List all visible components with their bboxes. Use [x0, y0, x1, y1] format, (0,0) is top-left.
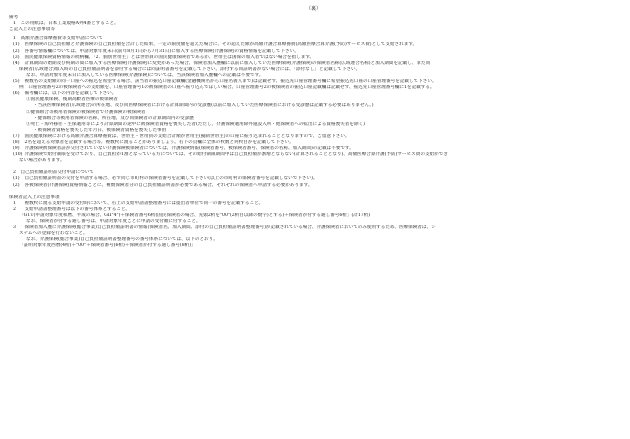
bikou-item-1: 1 この用紙は、日本工業規格A列4番とすること。 — [13, 21, 119, 27]
insurer-note-line: ステムへの登録を行わないこと。 — [19, 231, 88, 237]
bikou-title: 備考 — [9, 15, 19, 21]
note-line: (1) 自己負担額証明書の交付を申請する場合、必ず同じ市町村の保険者番号を記載して下さい(以上の市町村の保険者番号を記載しないで下さい)。 — [13, 176, 318, 182]
insurer-note-line: 3 保険者加入歴に介護保険(総合事業)自己負担額証明書の情報(保険者名、加入期間、添付の自己負担額証明書整理番号)が記載されている場合、介護保険者においてのみ使用するため、医療保険者は、シ — [13, 225, 436, 231]
note-line: (4) 計算期間の始期及び終期の間に加入する医療保険(介護保険)に変更があった場合、保険者加入歴欄に以前に加入していた医療保険(介護保険)の保険者名称(広域連合名称)と加入期間を記載し、また同 — [13, 60, 431, 66]
remarks-sub-line: ・被保険者資格を喪失した年月日、被保険者資格を喪失した事由 — [33, 127, 167, 133]
insurer-note-line: 1 複数枚に渡る支給申請の受付時において、右上の支給申請書整理番号には提出者単位で同一の番号を記載すること。 — [13, 200, 264, 206]
note-line: なお、申請対象年度末日に加入している医療保険(介護保険)については、当該保険者加入歴欄への記載は不要です。 — [26, 72, 264, 78]
note-line: (2) 各番号情報欄については、申請対象年度末日(前年8月1日から7月31日)に加入する医療保険(介護保険)の資格情報を記載して下さい。 — [13, 48, 299, 54]
note-line: (3) 国民健康保険資格情報の続柄欄、「2．個別世帯主」とは世帯員の国民健康保険者であるが、世帯主は国保の加入者ではない場合を指します。 — [13, 54, 315, 60]
note-line: (9) 介護保険被保険者証が交付されていない介護保険被保険者については、介護保険情報(保険者番号、被保険者番号、保険者の名称、加入期間)の記載は不要です。 — [13, 146, 354, 152]
insurer-note-line: 「GTT(申請対象年度和暦、平成の場合、GII"4")＋保険者番号6桁(国民保険者の場合、先頭2桁を"00"(2桁目以降の数字)とする)＋保険者が付する通し番号6桁」(計17桁) — [19, 212, 371, 218]
remarks-sub-line: ③死亡・海外移住・生保適用等により計算期間の途中に被保険者資格を喪失した者(ただし、介護保険適用除外施設入所・他保険者への転出による資格喪失者を除く) — [26, 121, 365, 127]
note-line: 保険者(広域連合)加入時の自己負担額証明書を添付する場合には同証明書番号を記載して下さい。添付する同証明書がない場合には、「添付なし」と記載して下さい。 — [19, 66, 361, 72]
remarks-sub-line: ・健保組合等被用者保険の名称、所在地、及び同保険者の計算期間内の受診歴 — [33, 115, 194, 121]
section-1-heading: 1 高額介護合算療養費等支給申請について — [13, 36, 104, 42]
section-2-heading: 2 自己負担額証明書交付申請について — [13, 170, 94, 176]
note-line: (10) 介護保険で給付制限を受けており、自己負担が1割となっている方については、その給付制限期間中は自己負担額が割増とならない(計算されることとなり)、高額医療合算介護(予防)サービス費の支給ができ — [13, 152, 448, 158]
remarks-sub-line: ・当該医療保険者(広域連合)の所在地、及び同医療保険者における計算期間内の受診歴(以前に加入していた医療保険者における受診歴は記載する必要はありません。) — [33, 103, 374, 109]
remarks-sub-line: ①国民健康保険、後期高齢者医療の被保険者 — [26, 97, 118, 103]
notes-title: ご記入上の注意事項等 — [9, 27, 55, 33]
note-line: 例 口座管理番号2の被保険者への支給額を、口座管理番号1の被保険者の口座へ振り込んでほしい場合、口座管理番号2の被保険者の振込口座記載欄は記載せず、振込先口座管理番号欄に1を記載する。 — [19, 85, 435, 91]
insurer-note-line: 「証明対象年度西暦(4桁)＋"00"＋保険者番号(6桁)＋保険者が付する通し番号(8桁)」 — [19, 243, 196, 249]
remarks-sub-line: ②健保組合等被用者保険の被保険者で介護保険の被保険者 — [26, 109, 146, 115]
note-line: (7) 国民健康保険における高額介護合算療養費は、世帯主・世帯員の支給合計額が世帯主(擬制世帯主)の口座に振り込まれることとなりますので、ご留意下さい。 — [13, 133, 350, 139]
note-line: ない場合があります。 — [19, 158, 65, 164]
note-line: (6) 備考欄には、以下の内容を記載して下さい。 — [13, 91, 117, 97]
note-line: (8) 2名を超える対象者を記載する場合等、複数枚に渡ることがありましょう。右下の頁欄に全体の枚数と何枚目かを記載して下さい。 — [13, 139, 294, 145]
note-line: (2) 各被保険者(介護保険)資格情報ごとに、複数保険者分の自己負担額証明書が必要である場合、それぞれの保険者へ申請する必要があります。 — [13, 182, 313, 188]
page-side-label: （裏） — [305, 6, 321, 12]
insurer-notes-title: 保険者記入上の注意事項 — [9, 194, 60, 200]
insurer-note-line: なお、介護保険(総合事業)自己負担額証明書整理番号の番号体系については、以下のとおり。 — [26, 237, 218, 243]
insurer-note-line: 2 支給申請書整理番号は以下の番号体系とすること。 — [13, 206, 131, 212]
note-line: (1) 医療保険の自己負担額と介護保険の自己負担額を合計した結果、一定の限度額を超えた場合に、その超えた額が高額介護合算療養費(高額医療合算介護(予防)サービス費)として支給されます。 — [13, 42, 418, 48]
insurer-note-line: なお、保険者が付する通し番号は、申請対象年度ごとに申請の受付順に付すること。 — [26, 219, 201, 224]
note-line: (5) 複数名の支給額の同一口座への振込を希望する場合、該当者の振込口座記載欄(金融機関名から口座名義人まで)は記載せず、振込先口座管理番号欄に希望振込先口座の口座管理番号を記載して下さい。 — [13, 79, 437, 85]
